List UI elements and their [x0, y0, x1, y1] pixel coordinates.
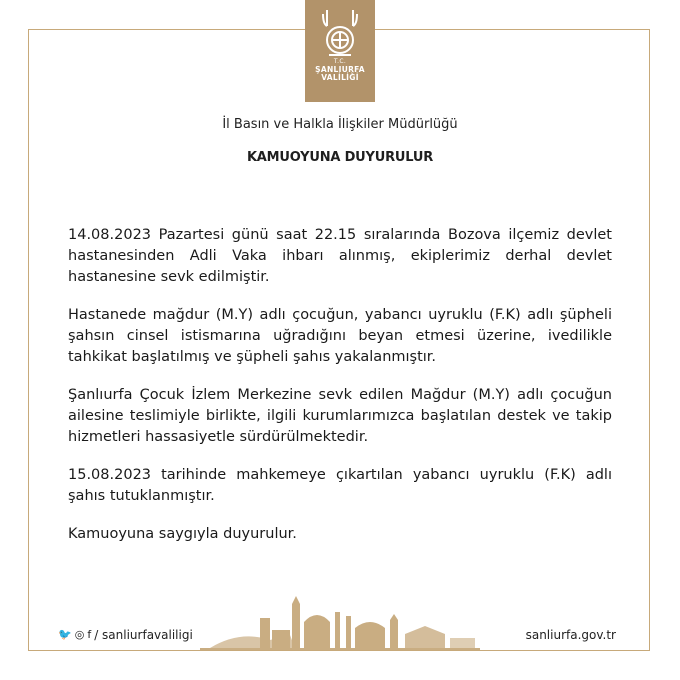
governorship-logo — [305, 0, 375, 102]
paragraph-3: Şanlıurfa Çocuk İzlem Merkezine sevk edilen Mağdur (M.Y) adlı çocuğun ailesine teslimiyle birlikte, ilgili kurumlarımızca başlatılan destek ve takip hizmetleri hassasiyetle sürdürülmektedir. — [68, 387, 612, 445]
announcement-title: KAMUOYUNA DUYURULUR — [246, 150, 434, 165]
social-handle[interactable]: / sanliurfavaliligi — [94, 628, 193, 642]
paragraph-closing: Kamuoyuna saygıyla duyurulur. — [68, 526, 297, 542]
instagram-icon[interactable]: ◎ — [74, 628, 85, 641]
city-skyline-illustration — [200, 590, 480, 650]
logo-tc: T.C. — [333, 58, 347, 65]
logo-emblem-icon — [319, 8, 361, 58]
logo-name: ŞANLIURFA — [315, 65, 365, 74]
logo-subname: VALİLİĞİ — [321, 73, 359, 82]
paragraph-2: Hastanede mağdur (M.Y) adlı çocuğun, yabancı uyruklu (F.K) adlı şüpheli şahsın cinsel istismarına uğradığını beyan etmesi üzerine, ivedilikle tahkikat başlatılmış ve şüpheli şahıs yakalanmıştır. — [68, 307, 612, 365]
social-footer — [58, 628, 193, 642]
department-name: İl Basın ve Halkla İlişkiler Müdürlüğü — [222, 117, 458, 132]
paragraph-1: 14.08.2023 Pazartesi günü saat 22.15 sıralarında Bozova ilçemiz devlet hastanesinden Adli Vaka ihbarı alınmış, ekiplerimiz derhal devlet hastanesine sevk edilmiştir. — [68, 227, 612, 285]
logo-text — [315, 58, 365, 82]
announcement-body — [68, 225, 612, 562]
website-link[interactable]: sanliurfa.gov.tr — [525, 628, 616, 642]
facebook-icon[interactable]: f — [87, 628, 92, 641]
twitter-icon[interactable]: 🐦 — [58, 628, 72, 641]
paragraph-4: 15.08.2023 tarihinde mahkemeye çıkartılan yabancı uyruklu (F.K) adlı şahıs tutuklanmıştır. — [68, 467, 612, 504]
